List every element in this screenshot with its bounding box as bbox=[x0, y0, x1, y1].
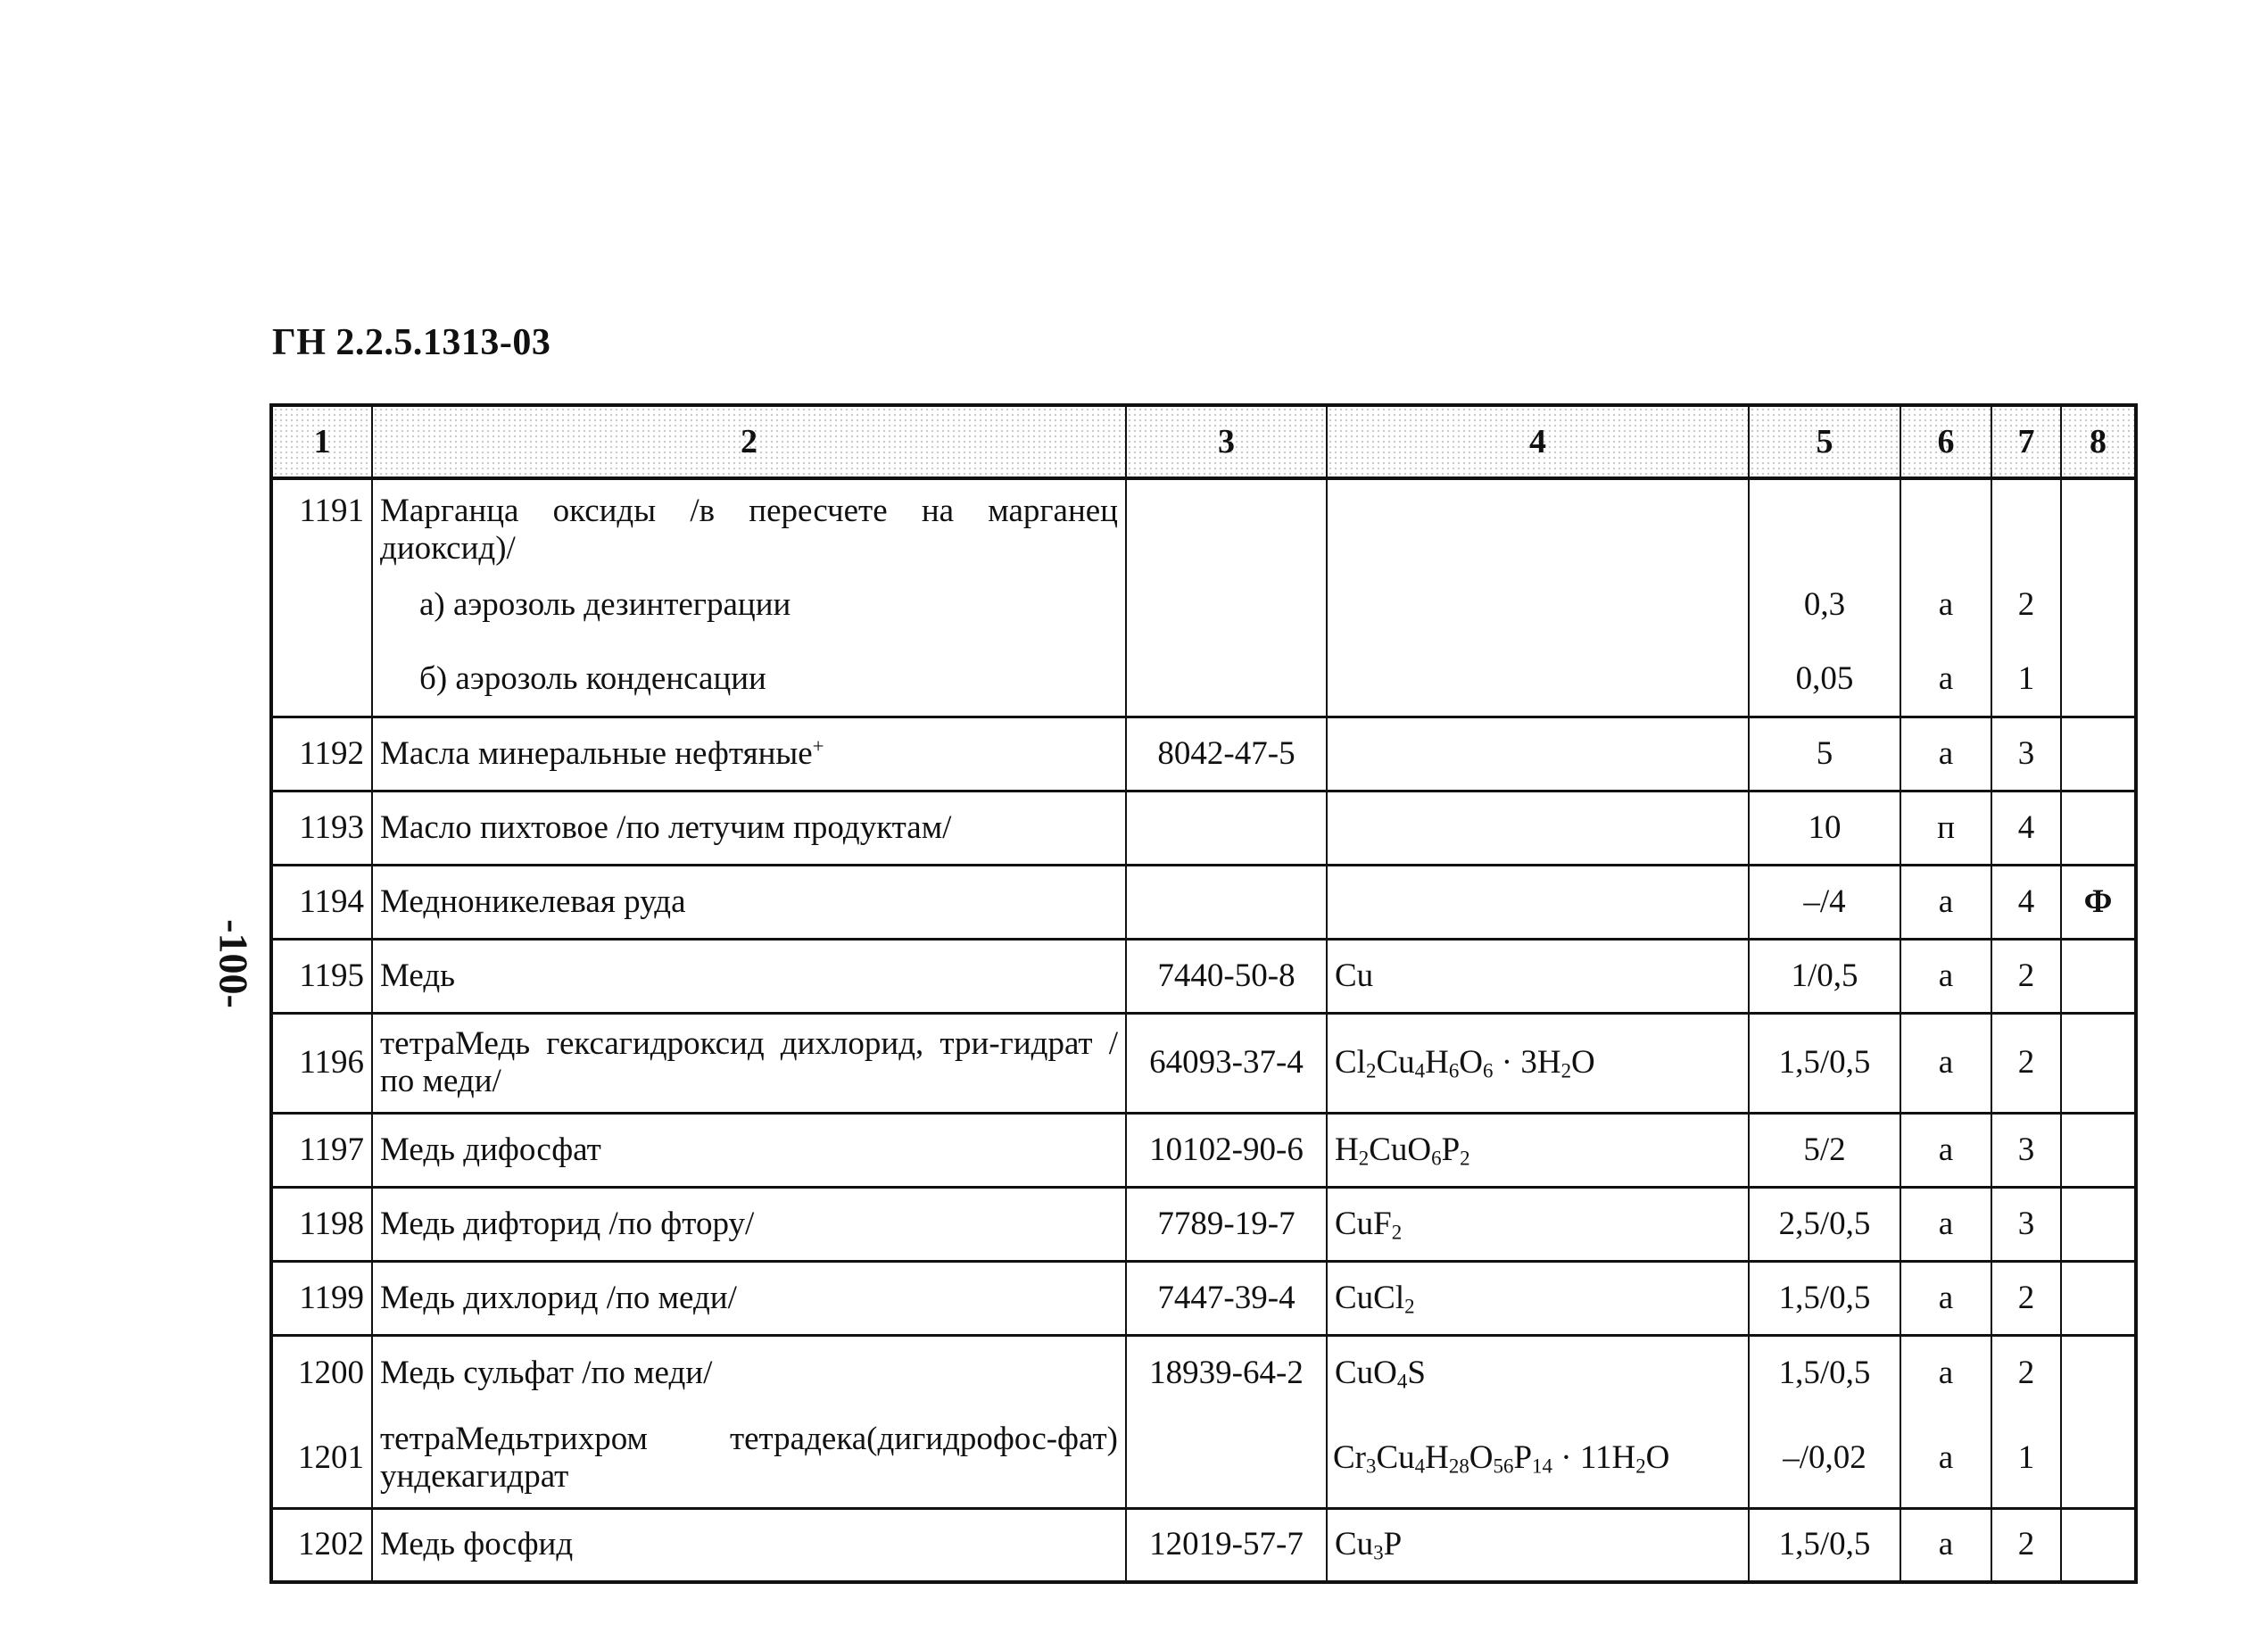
row-number: 1192 bbox=[271, 717, 372, 791]
table-row bbox=[271, 1187, 2136, 1261]
substance-name: Медь дифторид /по фтору/ bbox=[372, 1187, 1126, 1261]
hazard-class: 1 bbox=[1991, 642, 2061, 717]
aggregate-state: а bbox=[1900, 1113, 1991, 1187]
hazard-class: 3 bbox=[1991, 717, 2061, 791]
row-number bbox=[271, 642, 372, 717]
row-number: 1202 bbox=[271, 1508, 372, 1582]
formula bbox=[1327, 791, 1749, 865]
hazard-class: 2 bbox=[1991, 1013, 2061, 1113]
substance-name: Медь дифосфат bbox=[372, 1113, 1126, 1187]
limit-value: 5/2 bbox=[1749, 1113, 1900, 1187]
row-number: 1196 bbox=[271, 1013, 372, 1113]
column-header: 7 bbox=[1991, 405, 2061, 478]
aggregate-state: а bbox=[1900, 1013, 1991, 1113]
action-feature bbox=[2061, 1113, 2136, 1187]
cas-number: 7447-39-4 bbox=[1126, 1261, 1327, 1335]
hazard-class: 2 bbox=[1991, 1508, 2061, 1582]
table-row bbox=[271, 1410, 2136, 1508]
table-row bbox=[271, 642, 2136, 717]
substance-name: а) аэрозоль дезинтеграции bbox=[372, 568, 1126, 642]
limit-value: 10 bbox=[1749, 791, 1900, 865]
limit-value: 1,5/0,5 bbox=[1749, 1508, 1900, 1582]
cas-number bbox=[1126, 865, 1327, 939]
limit-value: 0,3 bbox=[1749, 568, 1900, 642]
row-number bbox=[271, 568, 372, 642]
row-number: 1194 bbox=[271, 865, 372, 939]
cas-number: 10102-90-6 bbox=[1126, 1113, 1327, 1187]
cas-number bbox=[1126, 478, 1327, 568]
substance-name: Медь сульфат /по меди/ bbox=[372, 1335, 1126, 1410]
action-feature bbox=[2061, 1187, 2136, 1261]
aggregate-state: а bbox=[1900, 1261, 1991, 1335]
action-feature bbox=[2061, 1261, 2136, 1335]
limit-value: 1,5/0,5 bbox=[1749, 1261, 1900, 1335]
formula bbox=[1327, 865, 1749, 939]
hazard-class: 2 bbox=[1991, 1335, 2061, 1410]
formula: CuO$_4$S bbox=[1327, 1335, 1749, 1410]
aggregate-state: а bbox=[1900, 1410, 1991, 1508]
limit-value: –/0,02 bbox=[1749, 1410, 1900, 1508]
table-row bbox=[271, 1335, 2136, 1410]
action-feature: Ф bbox=[2061, 865, 2136, 939]
substance-name: Медноникелевая руда bbox=[372, 865, 1126, 939]
formula bbox=[1327, 717, 1749, 791]
row-number: 1191 bbox=[271, 478, 372, 568]
aggregate-state: а bbox=[1900, 1508, 1991, 1582]
formula: $Cl_2Cu_4H_6O_6 \cdot 3H_2O$ bbox=[1327, 1013, 1749, 1113]
row-number: 1200 bbox=[271, 1335, 372, 1410]
column-header: 3 bbox=[1126, 405, 1327, 478]
aggregate-state: а bbox=[1900, 717, 1991, 791]
table-row bbox=[271, 791, 2136, 865]
cas-number: 64093-37-4 bbox=[1126, 1013, 1327, 1113]
footnote-mark: + bbox=[812, 733, 824, 757]
action-feature bbox=[2061, 568, 2136, 642]
aggregate-state: а bbox=[1900, 1335, 1991, 1410]
substance-name: Масло пихтовое /по летучим продуктам/ bbox=[372, 791, 1126, 865]
row-number: 1198 bbox=[271, 1187, 372, 1261]
formula: $Cu_3P$ bbox=[1327, 1508, 1749, 1582]
table-row bbox=[271, 939, 2136, 1013]
substance-name: Медь дихлорид /по меди/ bbox=[372, 1261, 1126, 1335]
aggregate-state: п bbox=[1900, 791, 1991, 865]
hazard-class: 2 bbox=[1991, 939, 2061, 1013]
column-header: 6 bbox=[1900, 405, 1991, 478]
cas-number: 8042-47-5 bbox=[1126, 717, 1327, 791]
table-row bbox=[271, 568, 2136, 642]
aggregate-state: а bbox=[1900, 1187, 1991, 1261]
substance-name: Марганца оксиды /в пересчете на марганец диоксид)/ bbox=[372, 478, 1126, 568]
cas-number bbox=[1126, 642, 1327, 717]
substance-name: тетраМедь гексагидроксид дихлорид, три-гидрат /по меди/ bbox=[372, 1013, 1126, 1113]
table-row bbox=[271, 1013, 2136, 1113]
formula bbox=[1327, 642, 1749, 717]
cas-number: 12019-57-7 bbox=[1126, 1508, 1327, 1582]
hazard-class: 4 bbox=[1991, 865, 2061, 939]
limit-value: 1/0,5 bbox=[1749, 939, 1900, 1013]
substance-name-text: Масла минеральные нефтяные bbox=[380, 734, 813, 772]
row-number: 1199 bbox=[271, 1261, 372, 1335]
substance-name: Медь фосфид bbox=[372, 1508, 1126, 1582]
cas-number: 18939-64-2 bbox=[1126, 1335, 1327, 1410]
action-feature bbox=[2061, 1013, 2136, 1113]
formula: $H_2CuO_6P_2$ bbox=[1327, 1113, 1749, 1187]
table-row bbox=[271, 865, 2136, 939]
row-number: 1193 bbox=[271, 791, 372, 865]
action-feature bbox=[2061, 791, 2136, 865]
limit-value bbox=[1749, 478, 1900, 568]
action-feature bbox=[2061, 717, 2136, 791]
table-row bbox=[271, 1261, 2136, 1335]
limit-value: 0,05 bbox=[1749, 642, 1900, 717]
cas-number bbox=[1126, 1410, 1327, 1508]
aggregate-state: а bbox=[1900, 568, 1991, 642]
action-feature bbox=[2061, 1508, 2136, 1582]
column-header: 4 bbox=[1327, 405, 1749, 478]
cas-number: 7789-19-7 bbox=[1126, 1187, 1327, 1261]
formula: CuCl$_2$ bbox=[1327, 1261, 1749, 1335]
aggregate-state: а bbox=[1900, 865, 1991, 939]
hazard-class: 1 bbox=[1991, 1410, 2061, 1508]
cas-number: 7440-50-8 bbox=[1126, 939, 1327, 1013]
hazard-class: 2 bbox=[1991, 568, 2061, 642]
row-number: 1201 bbox=[271, 1410, 372, 1508]
formula: CuF$_2$ bbox=[1327, 1187, 1749, 1261]
formula bbox=[1327, 568, 1749, 642]
table-row bbox=[271, 1113, 2136, 1187]
table-header-row bbox=[271, 405, 2136, 478]
action-feature bbox=[2061, 478, 2136, 568]
document-code: ГН 2.2.5.1313-03 bbox=[272, 322, 551, 363]
substance-name: Медь bbox=[372, 939, 1126, 1013]
action-feature bbox=[2061, 939, 2136, 1013]
table-row bbox=[271, 478, 2136, 568]
column-header: 5 bbox=[1749, 405, 1900, 478]
substance-name bbox=[372, 717, 1126, 791]
substance-name: б) аэрозоль конденсации bbox=[372, 642, 1126, 717]
action-feature bbox=[2061, 1410, 2136, 1508]
cas-number bbox=[1126, 568, 1327, 642]
substances-table bbox=[269, 403, 2138, 1584]
formula: Cu bbox=[1327, 939, 1749, 1013]
hazard-class: 4 bbox=[1991, 791, 2061, 865]
limit-value: 1,5/0,5 bbox=[1749, 1013, 1900, 1113]
column-header: 8 bbox=[2061, 405, 2136, 478]
column-header: 2 bbox=[372, 405, 1126, 478]
limit-value: 5 bbox=[1749, 717, 1900, 791]
row-number: 1195 bbox=[271, 939, 372, 1013]
formula bbox=[1327, 478, 1749, 568]
page-number: -100- bbox=[211, 919, 257, 1008]
limit-value: –/4 bbox=[1749, 865, 1900, 939]
hazard-class: 2 bbox=[1991, 1261, 2061, 1335]
formula: $Cr_3Cu_4H_{28}O_{56}P_{14} \cdot 11H_2O$ bbox=[1327, 1410, 1749, 1508]
action-feature bbox=[2061, 1335, 2136, 1410]
cas-number bbox=[1126, 791, 1327, 865]
action-feature bbox=[2061, 642, 2136, 717]
table-row bbox=[271, 1508, 2136, 1582]
row-number: 1197 bbox=[271, 1113, 372, 1187]
table-row bbox=[271, 717, 2136, 791]
limit-value: 1,5/0,5 bbox=[1749, 1335, 1900, 1410]
aggregate-state bbox=[1900, 478, 1991, 568]
aggregate-state: а bbox=[1900, 642, 1991, 717]
limit-value: 2,5/0,5 bbox=[1749, 1187, 1900, 1261]
substance-name: тетраМедьтрихром тетрадека(дигидрофос-фат) ундекагидрат bbox=[372, 1410, 1126, 1508]
hazard-class bbox=[1991, 478, 2061, 568]
hazard-class: 3 bbox=[1991, 1187, 2061, 1261]
hazard-class: 3 bbox=[1991, 1113, 2061, 1187]
column-header: 1 bbox=[271, 405, 372, 478]
aggregate-state: а bbox=[1900, 939, 1991, 1013]
